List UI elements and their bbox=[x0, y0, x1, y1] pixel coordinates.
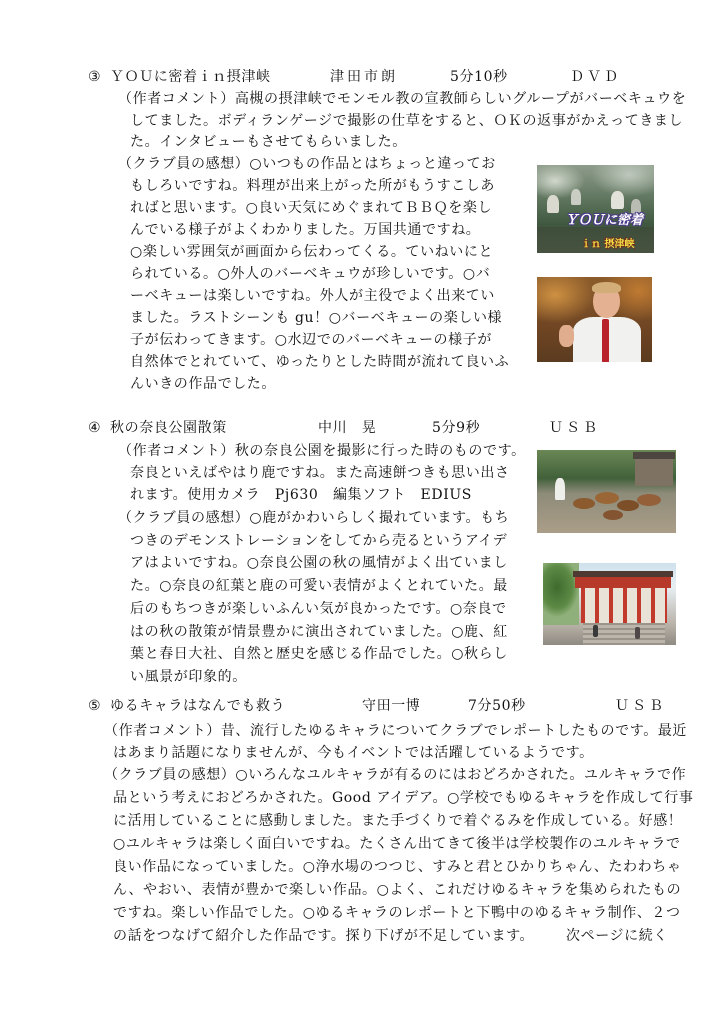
comment-line: 子が伝わってきます。○水辺でのバーベキューの様子が bbox=[130, 332, 492, 348]
club-comments bbox=[118, 507, 509, 689]
author-comment-label: （作者コメント） bbox=[104, 723, 221, 739]
comment-line bbox=[118, 440, 526, 462]
deer-shape bbox=[573, 498, 595, 509]
comment-text: ○いろんなユルキャラが有るのにはおどろかされた。ユルキャラで作 bbox=[235, 767, 687, 783]
comment-line bbox=[104, 764, 694, 787]
shrine-wall-shape bbox=[581, 588, 667, 623]
comment-line: ればと思います。○良い天気にめぐまれてＢＢＱを楽し bbox=[130, 200, 493, 216]
comment-line bbox=[118, 507, 509, 530]
comment-text: 秋の奈良公園を撮影に行った時のものです。 bbox=[234, 443, 526, 459]
comment-line bbox=[104, 720, 687, 742]
comment-line: 后のもちつきが楽しいふんい気が良かったです。○奈良で bbox=[130, 600, 507, 617]
person-shape bbox=[635, 627, 640, 639]
comment-line bbox=[118, 89, 686, 111]
person-shape bbox=[571, 189, 581, 205]
entry-title: ＹＯＵに密着ｉｎ摂津峡 bbox=[110, 69, 271, 85]
comment-line: 奈良といえばやはり鹿ですね。また高速餅つきも思い出さ bbox=[130, 465, 510, 481]
continued-next-page-note: 次ページに続く bbox=[566, 928, 668, 944]
comment-line: れます。使用カメラ Pj630 編集ソフト EDIUS bbox=[130, 487, 472, 503]
comment-line: んでいる様子がよくわかりました。万国共通ですね。 bbox=[130, 222, 481, 238]
person-shape bbox=[593, 625, 598, 637]
author-comment bbox=[118, 89, 686, 154]
entry-duration: 7分50秒 bbox=[468, 698, 526, 714]
comment-line: られている。○外人のバーベキュウが珍しいです。○バ bbox=[130, 266, 491, 282]
comment-line: ○ユルキャラは楽しく面白いですね。たくさん出てきて後半は学校製作のユルキャラで bbox=[113, 836, 681, 852]
entry-author: 中川 晃 bbox=[318, 420, 377, 436]
entry-media: ＵＳＢ bbox=[615, 698, 666, 714]
photo-nara-deer bbox=[537, 450, 676, 533]
comment-line: 品という考えにおどろかされた。Good アイデア。○学校でもゆるキャラを作成して行事 bbox=[113, 790, 694, 806]
comment-line: ですね。楽しい作品でした。○ゆるキャラのレポートと下鴨中のゆるキャラ制作、２つ bbox=[113, 905, 681, 921]
eaves-shape bbox=[575, 577, 671, 588]
comment-line: もしろいですね。料理が出来上がった所がもうすこしあ bbox=[130, 178, 495, 194]
title-card-subtext: ｉｎ 摂津峡 bbox=[581, 239, 635, 250]
entry-duration: 5分9秒 bbox=[432, 420, 481, 436]
comment-line: アはよいですね。○奈良公園の秋の風情がよく出ていまし bbox=[130, 555, 508, 572]
entry-number: ⑤ bbox=[88, 698, 102, 714]
club-comments bbox=[104, 764, 694, 948]
deer-shape bbox=[637, 494, 661, 506]
author-comment bbox=[104, 720, 687, 764]
deer-shape bbox=[603, 510, 623, 520]
comment-line: つきのデモンストレーションをしてから売るというアイデ bbox=[130, 532, 508, 549]
entry-heading bbox=[0, 418, 725, 438]
author-comment-label: （作者コメント） bbox=[118, 91, 235, 107]
person-shape bbox=[611, 191, 624, 209]
club-comments bbox=[118, 153, 509, 395]
photo-bbq-title-card bbox=[537, 165, 654, 253]
tie-shape bbox=[602, 319, 609, 362]
entry-title: ゆるキャラはなんでも救う bbox=[110, 698, 286, 714]
deer-shape bbox=[595, 492, 619, 504]
comment-line: に活用していることに感動しました。また手づくりで着ぐるみを作成している。好感！ bbox=[113, 813, 683, 829]
comment-line: してました。ボディランゲージで撮影の仕草をすると、ＯＫの返事がかえってきまし bbox=[130, 112, 684, 129]
entry-number: ④ bbox=[88, 420, 102, 436]
title-card-text: ＹＯＵに密着 bbox=[565, 213, 644, 228]
comment-line: 良い作品になっていました。○浄水場のつつじ、すみと君とひかりちゃん、たわわちゃ bbox=[113, 859, 682, 875]
hair-shape bbox=[592, 282, 621, 293]
comment-line: ん、やおい、表情が豊かで楽しい作品。○よく、これだけゆるキャラを集められたもの bbox=[113, 882, 682, 898]
entry-media: ＤＶＤ bbox=[570, 69, 621, 85]
person-shape bbox=[547, 195, 559, 213]
entry-author: 津田市朗 bbox=[330, 69, 398, 85]
entry-heading bbox=[0, 696, 725, 716]
author-comment bbox=[118, 440, 526, 506]
comment-line: 葉と春日大社、自然と歴史を感じる作品でした。○秋らし bbox=[130, 646, 508, 663]
comment-text: ○鹿がかわいらしく撮れています。もち bbox=[249, 510, 510, 526]
person-shape bbox=[555, 478, 565, 500]
comment-text: 昔、流行したゆるキャラについてクラブでレポートしたものです。最近 bbox=[220, 723, 688, 739]
comment-line bbox=[118, 153, 509, 175]
author-comment-label: （作者コメント） bbox=[118, 443, 235, 459]
comment-line: はあまり話題になりませんが、今もイベントでは活躍しているようです。 bbox=[113, 745, 594, 761]
comment-line: 自然体でとれていて、ゆったりとした時間が流れて良いふ bbox=[130, 354, 510, 370]
comment-line: んいきの作品でした。 bbox=[130, 376, 276, 392]
photo-kasuga-shrine bbox=[543, 563, 676, 645]
comment-line: ーベキューは楽しいですね。外人が主役でよく出来てい bbox=[130, 288, 495, 304]
entry-media: ＵＳＢ bbox=[549, 420, 600, 436]
comment-line: た。インタビューもさせてもらいました。 bbox=[130, 134, 407, 150]
building-shape bbox=[635, 456, 673, 486]
comment-line: はの秋の散策が情景豊かに演出されていました。○鹿、紅 bbox=[130, 623, 508, 640]
entry-heading bbox=[0, 67, 725, 87]
comment-line: い風景が印象的。 bbox=[130, 668, 247, 685]
entry-title: 秋の奈良公園散策 bbox=[110, 420, 227, 436]
comment-line: ました。ラストシーンも gu！○バーベキューの楽しい様 bbox=[130, 310, 503, 326]
club-comments-label: （クラブ員の感想） bbox=[118, 156, 250, 172]
club-comments-label: （クラブ員の感想） bbox=[118, 510, 250, 526]
club-comments-label: （クラブ員の感想） bbox=[104, 767, 236, 783]
comment-text: 高槻の摂津峡でモンモル教の宣教師らしいグループがバーベキュウを bbox=[234, 91, 687, 107]
roof-shape bbox=[633, 452, 675, 459]
entry-duration: 5分10秒 bbox=[450, 69, 508, 85]
comment-line: の話をつなげて紹介した作品です。探り下げが不足しています。 bbox=[113, 928, 535, 944]
comment-line: た。○奈良の紅葉と鹿の可愛い表情がよくとれていた。最 bbox=[130, 578, 508, 595]
entry-number: ③ bbox=[88, 69, 102, 85]
hand-shape bbox=[559, 325, 574, 347]
photo-man-portrait bbox=[537, 277, 652, 362]
comment-text: ○いつもの作品とはちょっと違ってお bbox=[249, 156, 496, 172]
comment-line: ○楽しい雰囲気が画面から伝わってくる。ていねいにと bbox=[130, 244, 494, 260]
deer-shape bbox=[617, 500, 639, 511]
entry-author: 守田一博 bbox=[362, 698, 421, 714]
